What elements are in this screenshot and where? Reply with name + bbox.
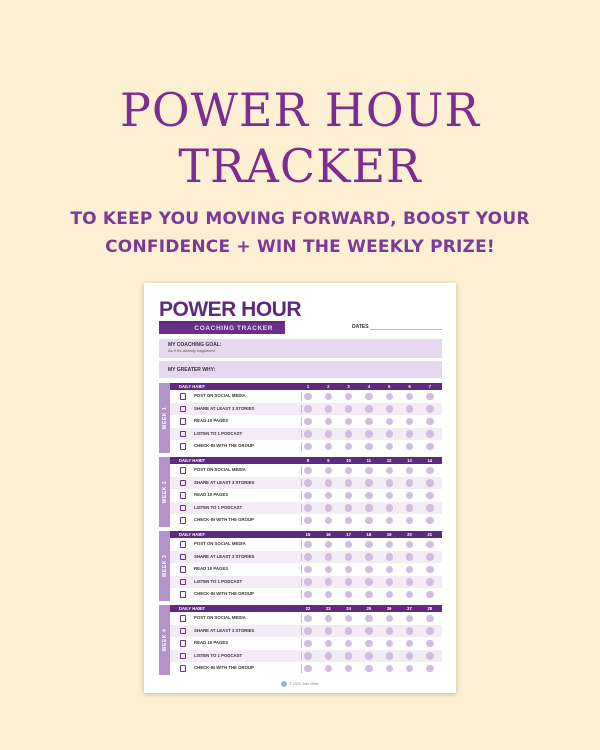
habit-checkbox[interactable] <box>325 615 332 622</box>
habit-checkbox[interactable] <box>406 541 413 548</box>
habit-checkbox[interactable] <box>406 479 413 486</box>
week-label: WEEK 4 <box>161 628 168 652</box>
habit-checkbox[interactable] <box>426 467 433 474</box>
habit-checkbox[interactable] <box>345 541 352 548</box>
habit-checkbox[interactable] <box>345 553 352 560</box>
habit-checkbox[interactable] <box>386 578 393 585</box>
habit-row <box>170 415 442 428</box>
habit-row <box>170 662 442 675</box>
week-header <box>170 605 442 612</box>
habit-checkbox[interactable] <box>406 430 413 437</box>
habit-checkbox[interactable] <box>426 418 433 425</box>
week-side-label <box>159 457 170 527</box>
day-number: 7 <box>428 384 431 389</box>
week-block <box>159 457 442 527</box>
video-icon <box>180 554 186 561</box>
day-number: 5 <box>388 384 391 389</box>
habit-checkbox[interactable] <box>345 405 352 412</box>
habit-checkbox[interactable] <box>426 665 433 672</box>
row-divider <box>301 553 302 562</box>
habit-checkbox[interactable] <box>325 418 332 425</box>
habit-checkbox[interactable] <box>365 652 372 659</box>
habit-checkbox[interactable] <box>325 578 332 585</box>
habit-checkbox[interactable] <box>406 627 413 634</box>
habit-checkbox[interactable] <box>345 492 352 499</box>
habit-checkbox[interactable] <box>426 479 433 486</box>
habit-checkbox[interactable] <box>365 553 372 560</box>
book-icon <box>180 492 186 499</box>
habit-row <box>170 514 442 527</box>
day-number: 14 <box>427 458 433 463</box>
habit-label: READ 10 PAGES <box>194 640 229 646</box>
habit-checkbox[interactable] <box>365 430 372 437</box>
habit-checkbox[interactable] <box>406 504 413 511</box>
habit-checkbox[interactable] <box>345 504 352 511</box>
habit-checkbox[interactable] <box>365 566 372 573</box>
microphone-icon <box>180 579 186 586</box>
habit-checkbox[interactable] <box>325 467 332 474</box>
dates-field[interactable] <box>370 329 442 330</box>
row-divider <box>301 504 302 513</box>
habit-checkbox[interactable] <box>406 615 413 622</box>
day-number: 19 <box>386 532 392 537</box>
page-subtitle <box>0 205 600 261</box>
habit-row <box>170 612 442 625</box>
daily-habit-header: DAILY HABIT <box>179 458 206 463</box>
habit-checkbox[interactable] <box>365 640 372 647</box>
microphone-icon <box>180 505 186 512</box>
chat-check-icon <box>180 591 186 598</box>
week-label: WEEK 1 <box>161 406 168 430</box>
row-divider <box>301 565 302 574</box>
habit-label: CHECK-IN WITH THE GROUP <box>194 665 254 671</box>
habit-checkbox[interactable] <box>365 578 372 585</box>
habit-checkbox[interactable] <box>365 627 372 634</box>
row-divider <box>301 540 302 549</box>
habit-checkbox[interactable] <box>325 566 332 573</box>
habit-checkbox[interactable] <box>426 652 433 659</box>
book-icon <box>180 640 186 647</box>
habit-checkbox[interactable] <box>426 541 433 548</box>
day-number: 6 <box>408 384 411 389</box>
habit-checkbox[interactable] <box>426 393 433 400</box>
habit-row <box>170 551 442 564</box>
habit-checkbox[interactable] <box>345 591 352 598</box>
habit-checkbox[interactable] <box>386 566 393 573</box>
habit-label: SHARE AT LEAST 3 STORIES <box>194 627 255 633</box>
habit-checkbox[interactable] <box>365 393 372 400</box>
habit-checkbox[interactable] <box>386 393 393 400</box>
habit-checkbox[interactable] <box>304 541 311 548</box>
chat-check-icon <box>180 665 186 672</box>
habit-checkbox[interactable] <box>325 652 332 659</box>
habit-checkbox[interactable] <box>365 541 372 548</box>
day-number: 18 <box>366 532 372 537</box>
habit-checkbox[interactable] <box>365 467 372 474</box>
habit-checkbox[interactable] <box>325 627 332 634</box>
habit-checkbox[interactable] <box>325 430 332 437</box>
habit-checkbox[interactable] <box>365 615 372 622</box>
phone-icon <box>180 541 186 548</box>
habit-checkbox[interactable] <box>386 479 393 486</box>
title-line-1: POWER HOUR <box>119 83 480 137</box>
habit-label: LISTEN TO 1 PODCAST <box>194 578 243 584</box>
habit-checkbox[interactable] <box>386 405 393 412</box>
habit-checkbox[interactable] <box>345 418 352 425</box>
habit-checkbox[interactable] <box>386 517 393 524</box>
day-number: 17 <box>346 532 351 537</box>
habit-checkbox[interactable] <box>406 566 413 573</box>
habit-checkbox[interactable] <box>304 627 311 634</box>
habit-checkbox[interactable] <box>365 443 372 450</box>
habit-checkbox[interactable] <box>426 627 433 634</box>
habit-checkbox[interactable] <box>365 517 372 524</box>
habit-checkbox[interactable] <box>426 430 433 437</box>
habit-checkbox[interactable] <box>304 492 311 499</box>
habit-checkbox[interactable] <box>325 591 332 598</box>
habit-label: CHECK-IN WITH THE GROUP <box>194 517 254 523</box>
daily-habit-header: DAILY HABIT <box>179 606 206 611</box>
habit-checkbox[interactable] <box>304 665 311 672</box>
day-number: 11 <box>366 458 372 463</box>
habit-checkbox[interactable] <box>304 566 311 573</box>
habit-checkbox[interactable] <box>406 640 413 647</box>
habit-checkbox[interactable] <box>304 430 311 437</box>
habit-checkbox[interactable] <box>325 393 332 400</box>
habit-checkbox[interactable] <box>345 393 352 400</box>
habit-checkbox[interactable] <box>386 492 393 499</box>
title-line-2: TRACKER <box>178 139 422 193</box>
habit-checkbox[interactable] <box>325 541 332 548</box>
footer <box>144 681 456 687</box>
habit-checkbox[interactable] <box>304 393 311 400</box>
week-header <box>170 457 442 464</box>
subtitle-line-2: CONFIDENCE + WIN THE WEEKLY PRIZE! <box>105 237 495 257</box>
chat-check-icon <box>180 517 186 524</box>
habit-checkbox[interactable] <box>325 492 332 499</box>
row-divider <box>301 639 302 648</box>
habit-label: POST ON SOCIAL MEDIA <box>194 467 246 472</box>
row-divider <box>301 417 302 426</box>
habit-checkbox[interactable] <box>345 430 352 437</box>
habit-checkbox[interactable] <box>406 591 413 598</box>
day-number: 25 <box>366 606 372 611</box>
day-number: 1 <box>306 384 310 389</box>
day-number: 8 <box>306 458 310 463</box>
row-divider <box>301 405 302 414</box>
tracker-sheet <box>144 283 456 693</box>
daily-habit-header: DAILY HABIT <box>179 384 206 389</box>
habit-label: CHECK-IN WITH THE GROUP <box>194 591 254 597</box>
habit-checkbox[interactable] <box>426 615 433 622</box>
habit-checkbox[interactable] <box>304 405 311 412</box>
habit-checkbox[interactable] <box>406 578 413 585</box>
habit-checkbox[interactable] <box>406 652 413 659</box>
week-block <box>159 605 442 675</box>
row-divider <box>301 442 302 451</box>
day-number: 10 <box>346 458 351 463</box>
habit-checkbox[interactable] <box>325 517 332 524</box>
habit-row <box>170 428 442 441</box>
video-icon <box>180 406 186 413</box>
habit-row <box>170 403 442 416</box>
habit-checkbox[interactable] <box>365 665 372 672</box>
habit-checkbox[interactable] <box>304 578 311 585</box>
chat-check-icon <box>180 443 186 450</box>
page-title <box>0 82 600 194</box>
week-label: WEEK 2 <box>161 480 168 504</box>
habit-label: READ 10 PAGES <box>194 566 229 572</box>
day-number: 12 <box>386 458 392 463</box>
day-number: 23 <box>325 606 331 611</box>
row-divider <box>301 392 302 401</box>
video-icon <box>180 628 186 635</box>
day-number: 13 <box>407 458 412 463</box>
habit-label: SHARE AT LEAST 3 STORIES <box>194 553 255 559</box>
week-side-label <box>159 531 170 601</box>
habit-checkbox[interactable] <box>345 566 352 573</box>
habit-checkbox[interactable] <box>345 615 352 622</box>
habit-label: POST ON SOCIAL MEDIA <box>194 393 246 398</box>
row-divider <box>301 627 302 636</box>
habit-checkbox[interactable] <box>406 393 413 400</box>
habit-checkbox[interactable] <box>386 665 393 672</box>
habit-checkbox[interactable] <box>386 504 393 511</box>
habit-checkbox[interactable] <box>406 405 413 412</box>
coaching-goal-label: MY COACHING GOAL: <box>168 342 222 348</box>
habit-checkbox[interactable] <box>386 627 393 634</box>
habit-checkbox[interactable] <box>325 479 332 486</box>
phone-icon <box>180 615 186 622</box>
habit-checkbox[interactable] <box>304 652 311 659</box>
microphone-icon <box>180 431 186 438</box>
habit-checkbox[interactable] <box>406 418 413 425</box>
day-number: 27 <box>407 606 412 611</box>
habit-checkbox[interactable] <box>406 443 413 450</box>
habit-checkbox[interactable] <box>386 443 393 450</box>
habit-checkbox[interactable] <box>406 492 413 499</box>
habit-checkbox[interactable] <box>365 504 372 511</box>
habit-checkbox[interactable] <box>325 665 332 672</box>
habit-checkbox[interactable] <box>325 504 332 511</box>
habit-row <box>170 477 442 490</box>
habit-checkbox[interactable] <box>304 418 311 425</box>
habit-checkbox[interactable] <box>386 430 393 437</box>
habit-checkbox[interactable] <box>304 443 311 450</box>
habit-row <box>170 464 442 477</box>
greater-why-label: MY GREATER WHY: <box>168 367 216 373</box>
day-number: 4 <box>367 384 371 389</box>
day-number: 28 <box>427 606 433 611</box>
habit-checkbox[interactable] <box>304 553 311 560</box>
row-divider <box>301 664 302 673</box>
logo-icon <box>281 681 287 687</box>
habit-row <box>170 650 442 663</box>
day-number: 20 <box>407 532 412 537</box>
habit-checkbox[interactable] <box>386 467 393 474</box>
microphone-icon <box>180 653 186 660</box>
habit-checkbox[interactable] <box>426 553 433 560</box>
habit-checkbox[interactable] <box>426 517 433 524</box>
day-number: 26 <box>386 606 392 611</box>
habit-row <box>170 625 442 638</box>
habit-checkbox[interactable] <box>426 640 433 647</box>
habit-checkbox[interactable] <box>345 640 352 647</box>
row-divider <box>301 578 302 587</box>
phone-icon <box>180 393 186 400</box>
habit-checkbox[interactable] <box>345 517 352 524</box>
habit-checkbox[interactable] <box>304 467 311 474</box>
habit-label: CHECK-IN WITH THE GROUP <box>194 443 254 449</box>
habit-checkbox[interactable] <box>345 652 352 659</box>
habit-checkbox[interactable] <box>386 418 393 425</box>
day-number: 22 <box>305 606 311 611</box>
subtitle-line-1: TO KEEP YOU MOVING FORWARD, BOOST YOUR <box>70 209 530 229</box>
week-side-label <box>159 383 170 453</box>
row-divider <box>301 430 302 439</box>
habit-checkbox[interactable] <box>345 467 352 474</box>
row-divider <box>301 479 302 488</box>
dates-label: DATES <box>352 324 369 330</box>
row-divider <box>301 652 302 661</box>
row-divider <box>301 590 302 599</box>
habit-checkbox[interactable] <box>406 665 413 672</box>
habit-checkbox[interactable] <box>325 443 332 450</box>
habit-checkbox[interactable] <box>345 479 352 486</box>
habit-checkbox[interactable] <box>304 591 311 598</box>
habit-checkbox[interactable] <box>386 652 393 659</box>
habit-checkbox[interactable] <box>304 615 311 622</box>
greater-why-box[interactable] <box>159 361 442 378</box>
habit-checkbox[interactable] <box>304 479 311 486</box>
habit-checkbox[interactable] <box>426 591 433 598</box>
habit-checkbox[interactable] <box>386 591 393 598</box>
habit-row <box>170 563 442 576</box>
habit-checkbox[interactable] <box>325 640 332 647</box>
habit-checkbox[interactable] <box>345 443 352 450</box>
habit-label: READ 10 PAGES <box>194 418 229 424</box>
habit-checkbox[interactable] <box>365 591 372 598</box>
week-side-label <box>159 605 170 675</box>
habit-checkbox[interactable] <box>426 405 433 412</box>
habit-label: SHARE AT LEAST 3 STORIES <box>194 405 255 411</box>
day-number: 15 <box>305 532 311 537</box>
habit-row <box>170 489 442 502</box>
habit-checkbox[interactable] <box>304 640 311 647</box>
habit-label: LISTEN TO 1 PODCAST <box>194 504 243 510</box>
row-divider <box>301 516 302 525</box>
habit-checkbox[interactable] <box>386 541 393 548</box>
coaching-goal-hint: As if it's already happened <box>168 348 215 353</box>
habit-checkbox[interactable] <box>345 627 352 634</box>
day-number: 2 <box>327 384 330 389</box>
week-header <box>170 531 442 538</box>
habit-checkbox[interactable] <box>345 665 352 672</box>
habit-checkbox[interactable] <box>386 615 393 622</box>
day-number: 21 <box>427 532 433 537</box>
day-number: 24 <box>346 606 351 611</box>
day-number: 16 <box>325 532 331 537</box>
habit-checkbox[interactable] <box>345 578 352 585</box>
habit-label: POST ON SOCIAL MEDIA <box>194 615 246 620</box>
habit-checkbox[interactable] <box>426 443 433 450</box>
row-divider <box>301 466 302 475</box>
daily-habit-header: DAILY HABIT <box>179 532 206 537</box>
week-header <box>170 383 442 390</box>
habit-row <box>170 576 442 589</box>
video-icon <box>180 480 186 487</box>
habit-checkbox[interactable] <box>386 553 393 560</box>
habit-row <box>170 637 442 650</box>
sheet-subtitle: COACHING TRACKER <box>159 323 285 334</box>
habit-label: LISTEN TO 1 PODCAST <box>194 430 243 436</box>
habit-checkbox[interactable] <box>426 578 433 585</box>
habit-checkbox[interactable] <box>426 566 433 573</box>
coaching-goal-box[interactable] <box>159 339 442 358</box>
habit-label: LISTEN TO 1 PODCAST <box>194 652 243 658</box>
day-number: 9 <box>327 458 330 463</box>
habit-checkbox[interactable] <box>365 405 372 412</box>
habit-checkbox[interactable] <box>325 553 332 560</box>
habit-checkbox[interactable] <box>426 492 433 499</box>
habit-row <box>170 440 442 453</box>
habit-row <box>170 502 442 515</box>
habit-checkbox[interactable] <box>406 517 413 524</box>
book-icon <box>180 566 186 573</box>
row-divider <box>301 614 302 623</box>
habit-checkbox[interactable] <box>365 492 372 499</box>
week-block <box>159 383 442 453</box>
habit-label: READ 10 PAGES <box>194 492 229 498</box>
habit-row <box>170 390 442 403</box>
habit-label: POST ON SOCIAL MEDIA <box>194 541 246 546</box>
habit-checkbox[interactable] <box>304 504 311 511</box>
habit-checkbox[interactable] <box>426 504 433 511</box>
habit-checkbox[interactable] <box>365 418 372 425</box>
habit-checkbox[interactable] <box>406 467 413 474</box>
habit-row <box>170 588 442 601</box>
habit-checkbox[interactable] <box>386 640 393 647</box>
phone-icon <box>180 467 186 474</box>
habit-checkbox[interactable] <box>406 553 413 560</box>
sheet-title: POWER HOUR <box>159 298 301 321</box>
book-icon <box>180 418 186 425</box>
day-number: 3 <box>347 384 350 389</box>
week-block <box>159 531 442 601</box>
habit-row <box>170 538 442 551</box>
habit-checkbox[interactable] <box>304 517 311 524</box>
week-label: WEEK 3 <box>161 554 168 578</box>
habit-checkbox[interactable] <box>365 479 372 486</box>
habit-checkbox[interactable] <box>325 405 332 412</box>
habit-label: SHARE AT LEAST 3 STORIES <box>194 479 255 485</box>
row-divider <box>301 491 302 500</box>
footer-text: © 2020 Julie Miller <box>289 681 319 686</box>
